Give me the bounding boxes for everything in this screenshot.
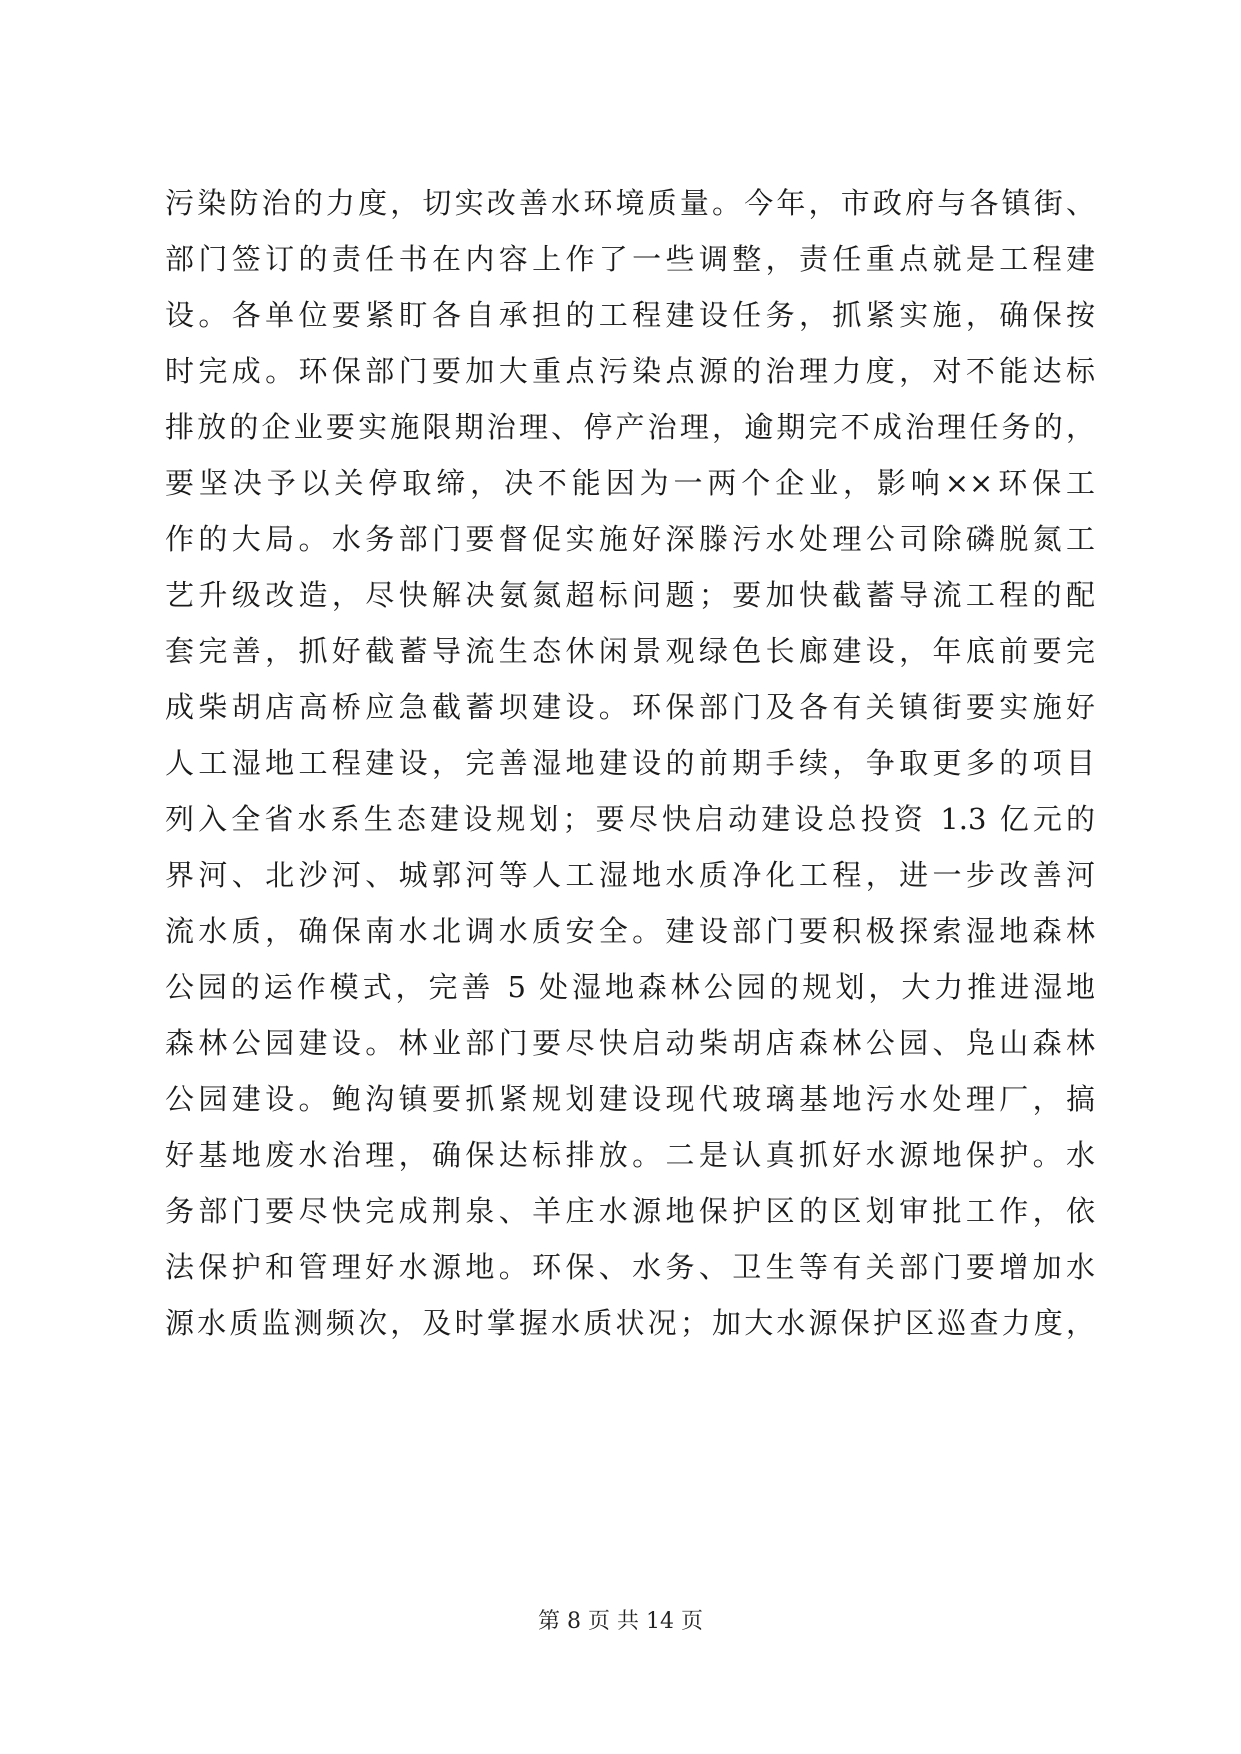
text-line: 流水质，确保南水北调水质安全。建设部门要积极探索湿地森林: [165, 914, 1095, 948]
text-line: 森林公园建设。林业部门要尽快启动柴胡店森林公园、凫山森林: [165, 1026, 1095, 1060]
text-line: 时完成。环保部门要加大重点污染点源的治理力度，对不能达标: [165, 354, 1095, 388]
text-line: 人工湿地工程建设，完善湿地建设的前期手续，争取更多的项目: [165, 746, 1095, 780]
text-line: 好基地废水治理，确保达标排放。二是认真抓好水源地保护。水: [165, 1138, 1095, 1172]
page-number-footer: 第 8 页 共 14 页: [538, 1609, 703, 1634]
text-line: 部门签订的责任书在内容上作了一些调整，责任重点就是工程建: [165, 242, 1095, 276]
body-text: [165, 175, 1095, 1351]
text-line: 艺升级改造，尽快解决氨氮超标问题；要加快截蓄导流工程的配: [165, 578, 1095, 612]
text-line: 列入全省水系生态建设规划；要尽快启动建设总投资 1.3 亿元的: [165, 802, 1095, 836]
text-line: 法保护和管理好水源地。环保、水务、卫生等有关部门要增加水: [165, 1250, 1095, 1284]
text-line: 作的大局。水务部门要督促实施好深滕污水处理公司除磷脱氮工: [165, 522, 1095, 556]
text-line: 界河、北沙河、城郭河等人工湿地水质净化工程，进一步改善河: [165, 858, 1095, 892]
text-line: 设。各单位要紧盯各自承担的工程建设任务，抓紧实施，确保按: [165, 298, 1095, 332]
text-line: 公园建设。鲍沟镇要抓紧规划建设现代玻璃基地污水处理厂，搞: [165, 1082, 1095, 1116]
text-line: 公园的运作模式，完善 5 处湿地森林公园的规划，大力推进湿地: [165, 970, 1095, 1004]
text-line: 成柴胡店高桥应急截蓄坝建设。环保部门及各有关镇街要实施好: [165, 690, 1095, 724]
text-line: 要坚决予以关停取缔，决不能因为一两个企业，影响××环保工: [165, 466, 1095, 500]
text-line: 套完善，抓好截蓄导流生态休闲景观绿色长廊建设，年底前要完: [165, 634, 1095, 668]
text-line: 源水质监测频次，及时掌握水质状况；加大水源保护区巡查力度，: [165, 1306, 1095, 1340]
text-line: 污染防治的力度，切实改善水环境质量。今年，市政府与各镇街、: [165, 186, 1095, 220]
text-line: 排放的企业要实施限期治理、停产治理，逾期完不成治理任务的，: [165, 410, 1095, 444]
text-line: 务部门要尽快完成荆泉、羊庄水源地保护区的区划审批工作，依: [165, 1194, 1095, 1228]
